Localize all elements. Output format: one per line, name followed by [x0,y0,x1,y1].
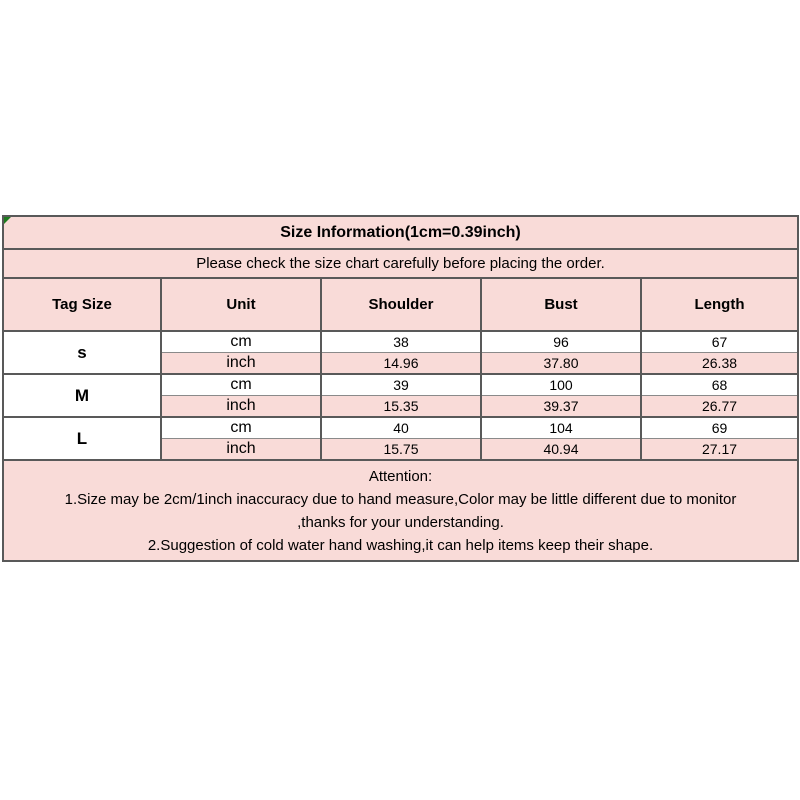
header-cell-length: Length [641,278,798,331]
value-cell: 40.94 [481,439,641,461]
unit-cell: inch [161,396,321,418]
size-chart-note: Please check the size chart carefully before placing the order. [3,249,798,278]
unit-cell: cm [161,417,321,439]
attention-line: 2.Suggestion of cold water hand washing,it can help items keep their shape. [147,536,654,554]
title-row [3,216,798,249]
value-cell: 69 [641,417,798,439]
value-cell: 38 [321,331,481,353]
value-cell: 15.75 [321,439,481,461]
attention-heading: Attention: [368,467,433,485]
green-corner-marker [4,217,11,224]
value-cell: 27.17 [641,439,798,461]
size-chart-image [2,215,797,562]
header-row [3,278,798,331]
value-cell: 14.96 [321,353,481,375]
value-cell: 100 [481,374,641,396]
header-cell-unit: Unit [161,278,321,331]
unit-cell: inch [161,439,321,461]
value-cell: 39 [321,374,481,396]
value-cell: 67 [641,331,798,353]
unit-cell: cm [161,374,321,396]
value-cell: 68 [641,374,798,396]
tag-size-cell-m: M [3,374,161,417]
attention-line: 1.Size may be 2cm/1inch inaccuracy due to hand measure,Color may be little different due to monitor [64,490,737,508]
table-row-m-cm [3,374,798,396]
size-table [2,215,799,562]
header-cell-tag-size: Tag Size [3,278,161,331]
value-cell: 104 [481,417,641,439]
value-cell: 39.37 [481,396,641,418]
attention-line: ,thanks for your understanding. [297,513,504,531]
subtitle-row [3,249,798,278]
value-cell: 15.35 [321,396,481,418]
value-cell: 40 [321,417,481,439]
tag-size-cell-s: s [3,331,161,374]
value-cell: 96 [481,331,641,353]
header-cell-bust: Bust [481,278,641,331]
attention-row [3,460,798,561]
value-cell: 26.77 [641,396,798,418]
header-cell-shoulder: Shoulder [321,278,481,331]
table-row-l-cm [3,417,798,439]
tag-size-cell-l: L [3,417,161,460]
size-info-title: Size Information(1cm=0.39inch) [3,216,798,249]
unit-cell: cm [161,331,321,353]
attention-section [3,460,798,561]
unit-cell: inch [161,353,321,375]
table-row-s-cm [3,331,798,353]
value-cell: 26.38 [641,353,798,375]
value-cell: 37.80 [481,353,641,375]
